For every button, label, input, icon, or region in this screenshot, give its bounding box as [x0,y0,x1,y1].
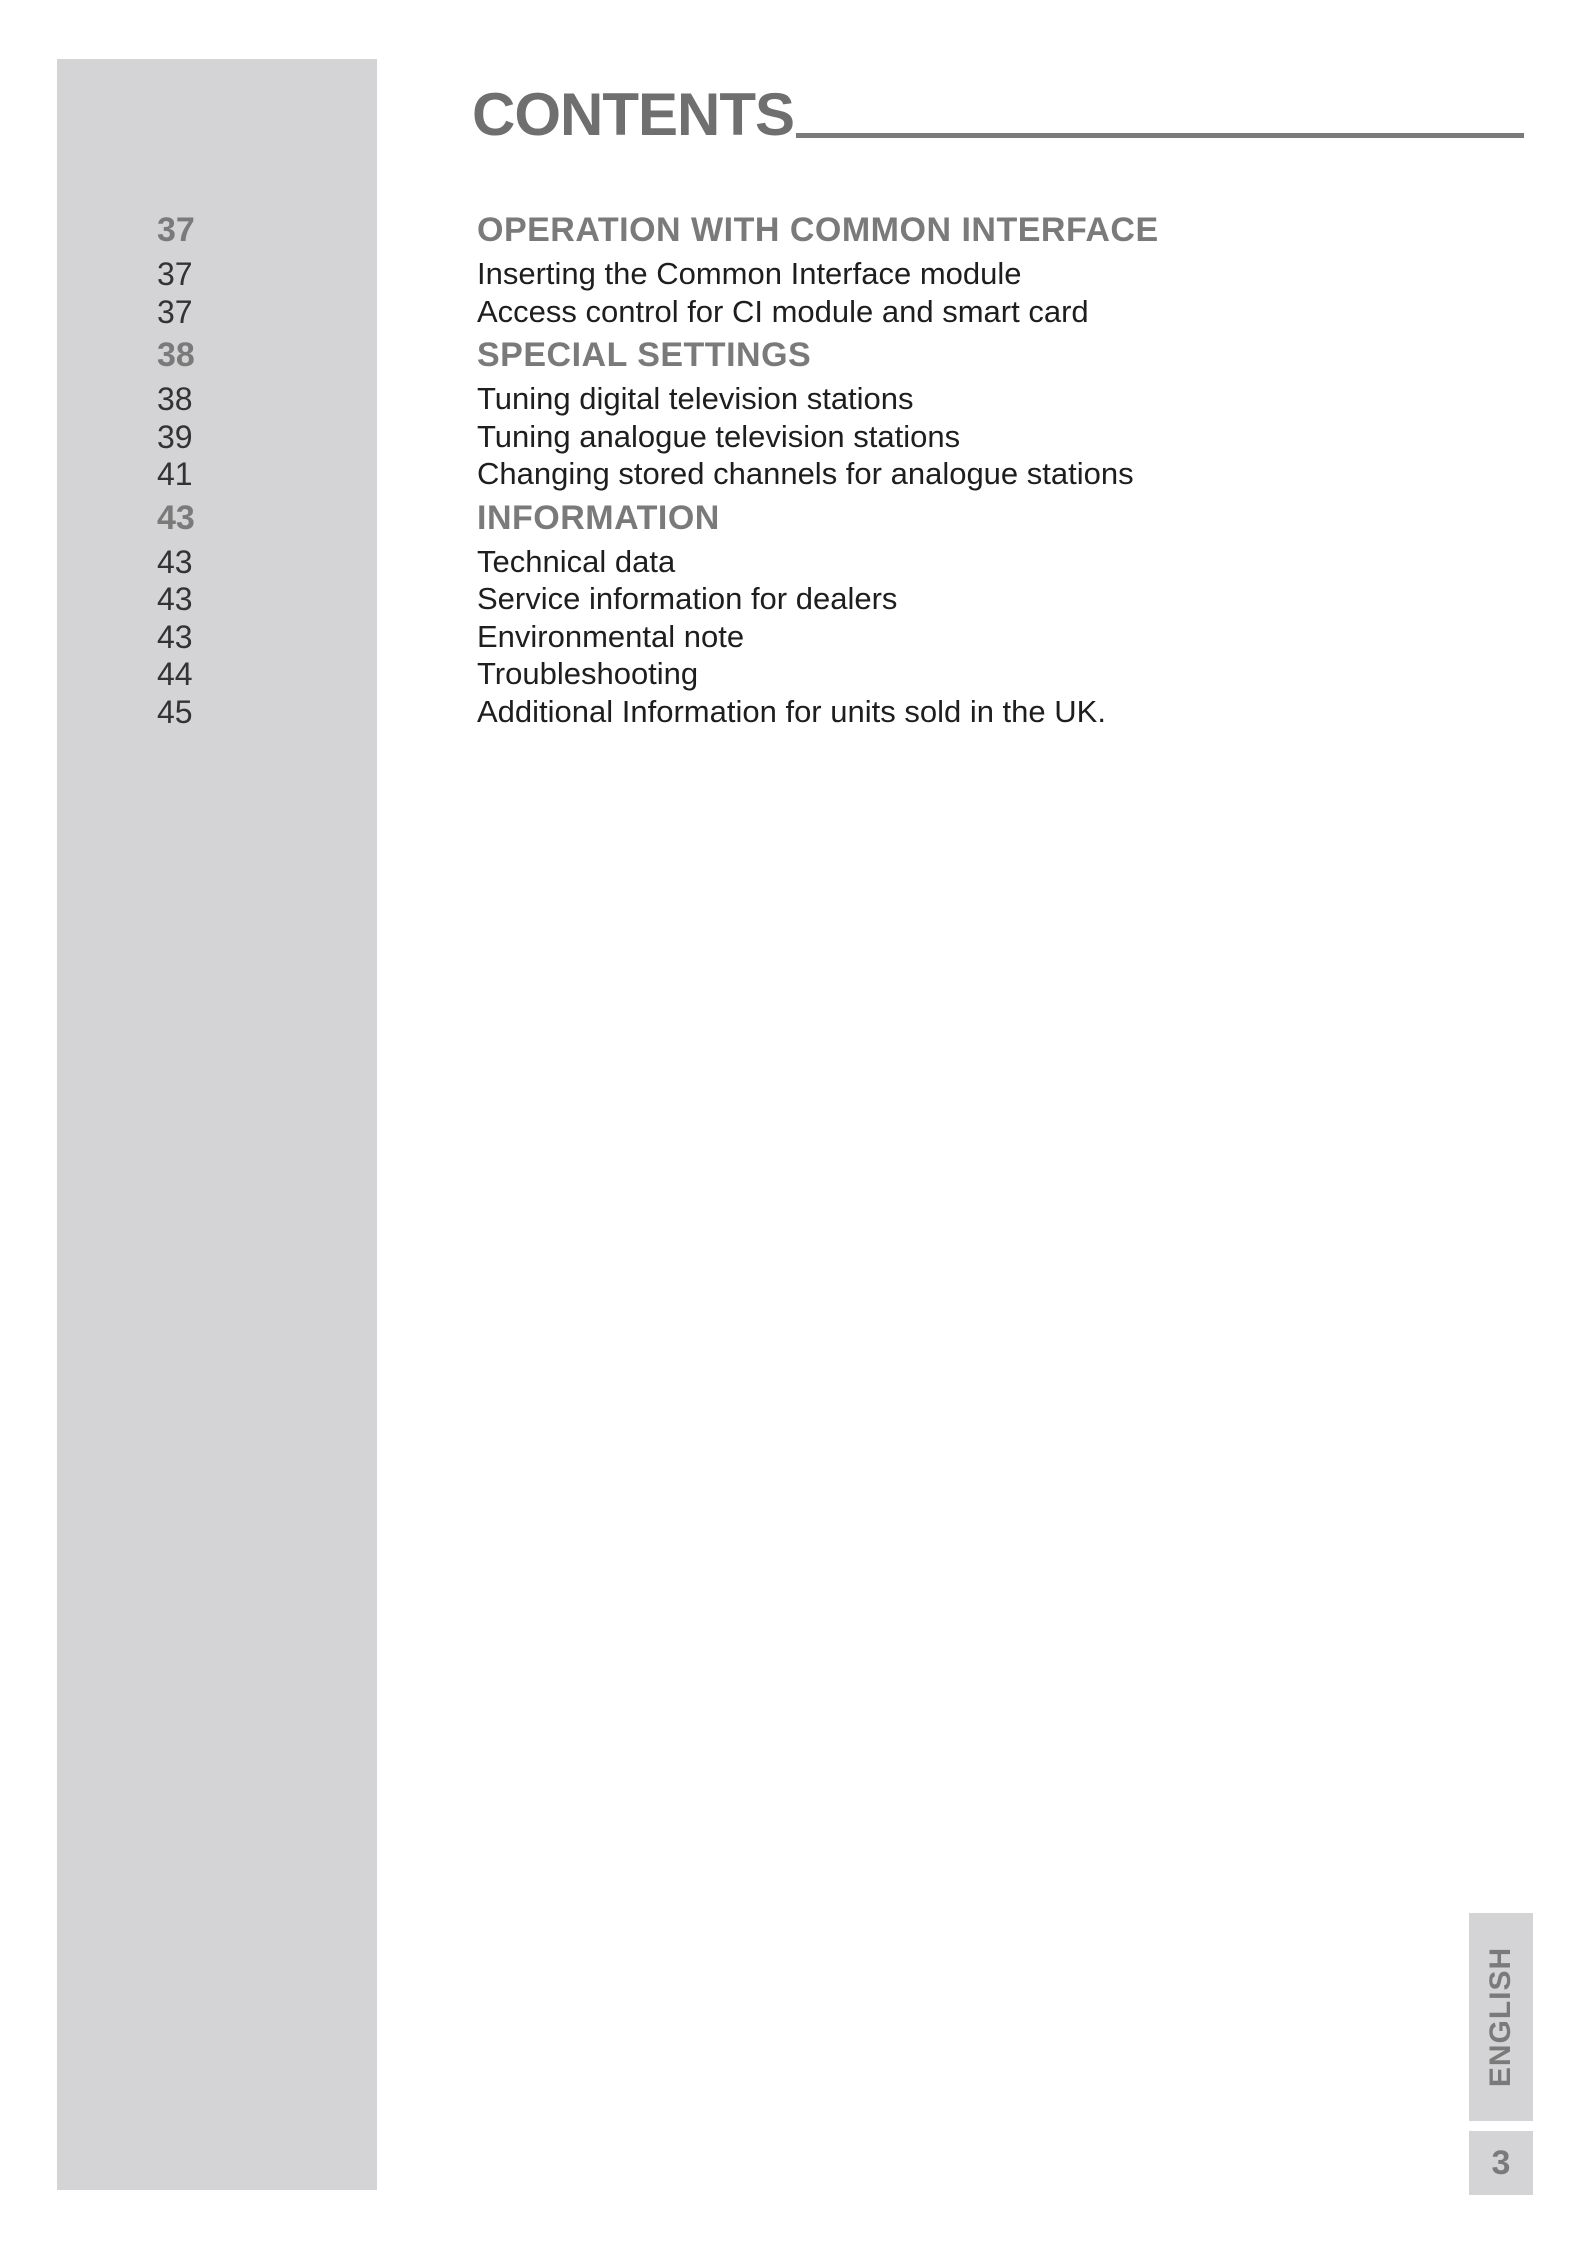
section-heading: INFORMATION [477,498,720,537]
entry-text: Troubleshooting [477,656,699,691]
section-page-number: 37 [157,211,195,249]
toc-section[interactable] [0,498,1587,542]
toc-entry[interactable] [0,254,1587,292]
page-number-tab [1469,2131,1533,2195]
entry-page-number: 37 [157,293,193,330]
entry-text: Environmental note [477,618,745,654]
toc-entry[interactable] [0,454,1587,492]
entry-page-number: 45 [157,693,193,730]
entry-text: Additional Information for units sold in the UK. [477,693,1106,729]
entry-page-number: 37 [157,256,193,292]
entry-page-number: 43 [157,581,193,617]
toc-entry[interactable] [0,617,1587,655]
language-tab [1469,1913,1533,2121]
entry-page-number: 43 [157,618,193,655]
entry-text: Tuning analogue television stations [477,418,961,454]
toc-entry[interactable] [0,692,1587,730]
toc-entry[interactable] [0,292,1587,330]
page-title: CONTENTS [472,81,794,148]
entry-page-number: 41 [157,456,193,492]
section-heading: OPERATION WITH COMMON INTERFACE [477,211,1159,249]
entry-text: Technical data [477,543,676,579]
toc-section[interactable] [0,335,1587,379]
toc-entry[interactable] [0,379,1587,417]
toc-entry[interactable] [0,654,1587,692]
entry-page-number: 43 [157,543,193,580]
title-block [472,80,1524,150]
section-heading: SPECIAL SETTINGS [477,336,812,374]
entry-page-number: 44 [157,656,193,692]
entry-page-number: 39 [157,418,193,455]
language-label: ENGLISH [1484,1946,1517,2088]
page-number: 3 [1491,2144,1511,2182]
toc-entry[interactable] [0,579,1587,617]
entry-text: Access control for CI module and smart card [477,293,1089,329]
section-page-number: 38 [157,336,195,374]
entry-text: Changing stored channels for analogue stations [477,456,1134,491]
entry-text: Tuning digital television stations [477,381,914,416]
entry-text: Service information for dealers [477,581,898,616]
toc-section[interactable] [0,210,1587,254]
entry-page-number: 38 [157,381,193,417]
entry-text: Inserting the Common Interface module [477,256,1022,291]
table-of-contents [0,210,1587,729]
toc-entry[interactable] [0,417,1587,455]
toc-entry[interactable] [0,542,1587,580]
section-page-number: 43 [157,498,195,537]
